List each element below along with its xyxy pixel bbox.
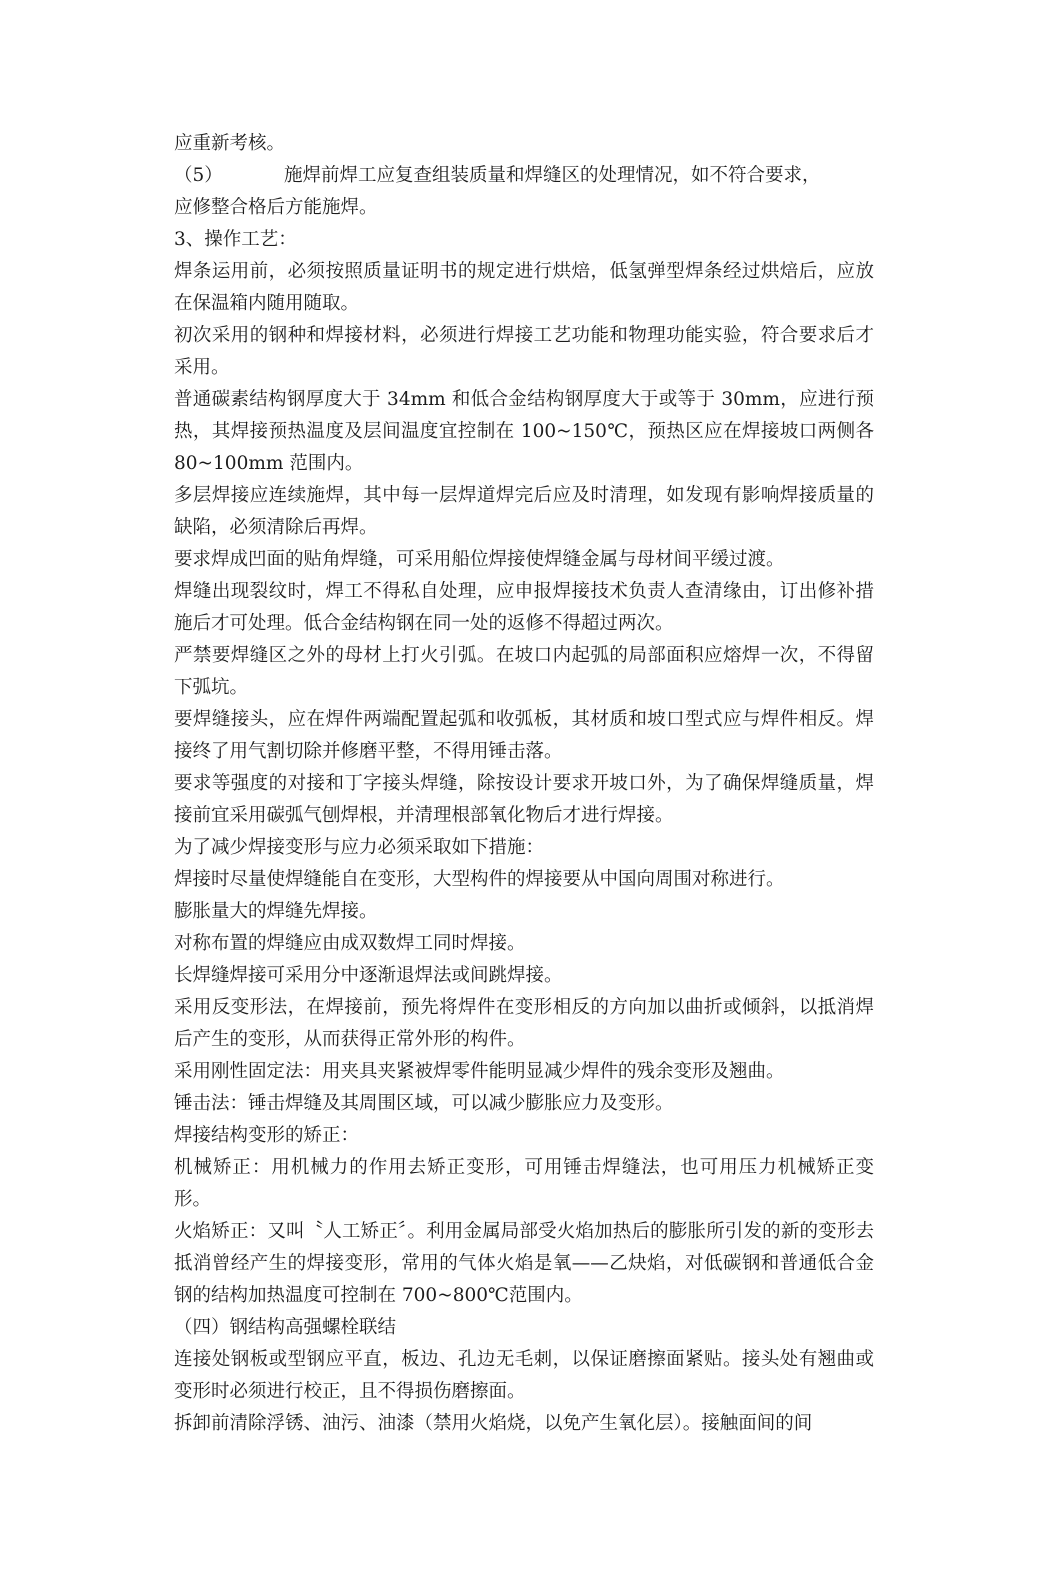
paragraph: 焊缝出现裂纹时，焊工不得私自处理，应申报焊接技术负责人查清缘由，订出修补措施后才可处理。低合金结构钢在同一处的返修不得超过两次。 (174, 581, 874, 634)
paragraph: 普通碳素结构钢厚度大于 34mm 和低合金结构钢厚度大于或等于 30mm，应进行预热，其焊接预热温度及层间温度宜控制在 100~150℃，预热区应在焊接坡口两侧各 80~100mm 范围内。 (174, 389, 874, 474)
paragraph: 长焊缝焊接可采用分中逐渐退焊法或间跳焊接。 (174, 965, 563, 986)
paragraph: 机械矫正：用机械力的作用去矫正变形，可用锤击焊缝法，也可用压力机械矫正变形。 (174, 1157, 874, 1210)
paragraph: 为了减少焊接变形与应力必须采取如下措施： (174, 837, 545, 858)
paragraph: 要焊缝接头，应在焊件两端配置起弧和收弧板，其材质和坡口型式应与焊件相反。焊接终了用气割切除并修磨平整，不得用锤击落。 (174, 709, 874, 762)
paragraph: 严禁要焊缝区之外的母材上打火引弧。在坡口内起弧的局部面积应熔焊一次，不得留下弧坑。 (174, 645, 874, 698)
paragraph: 火焰矫正：又叫〝人工矫正〞。利用金属局部受火焰加热后的膨胀所引发的新的变形去抵消曾经产生的焊接变形，常用的气体火焰是氧——乙炔焰，对低碳钢和普通低合金钢的结构加热温度可控制在 700~800℃范围内。 (174, 1221, 874, 1306)
paragraph: 要求等强度的对接和丁字接头焊缝，除按设计要求开坡口外，为了确保焊缝质量，焊接前宜采用碳弧气刨焊根，并清理根部氧化物后才进行焊接。 (174, 773, 874, 826)
paragraph: 锤击法：锤击焊缝及其周围区域，可以减少膨胀应力及变形。 (174, 1093, 674, 1114)
list-item-text: 施焊前焊工应复查组装质量和焊缝区的处理情况，如不符合要求， (284, 165, 821, 186)
paragraph: 膨胀量大的焊缝先焊接。 (174, 901, 378, 922)
paragraph: 拆卸前清除浮锈、油污、油漆（禁用火焰烧，以免产生氧化层）。接触面间的间 (174, 1413, 813, 1434)
paragraph: 应修整合格后方能施焊。 (174, 197, 378, 218)
paragraph: 多层焊接应连续施焊，其中每一层焊道焊完后应及时清理，如发现有影响焊接质量的缺陷，必须清除后再焊。 (174, 485, 874, 538)
paragraph: 要求焊成凹面的贴角焊缝，可采用船位焊接使焊缝金属与母材间平缓过渡。 (174, 549, 785, 570)
paragraph: 采用反变形法，在焊接前，预先将焊件在变形相反的方向加以曲折或倾斜，以抵消焊后产生的变形，从而获得正常外形的构件。 (174, 997, 874, 1050)
paragraph: 对称布置的焊缝应由成双数焊工同时焊接。 (174, 933, 526, 954)
paragraph: 采用刚性固定法：用夹具夹紧被焊零件能明显减少焊件的残余变形及翘曲。 (174, 1061, 785, 1082)
section-heading: 3、操作工艺： (174, 229, 297, 250)
document-body (174, 128, 874, 1440)
paragraph: 应重新考核。 (174, 133, 286, 154)
paragraph: 焊接时尽量使焊缝能自在变形，大型构件的焊接要从中国向周围对称进行。 (174, 869, 785, 890)
paragraph: 连接处钢板或型钢应平直，板边、孔边无毛刺，以保证磨擦面紧贴。接头处有翘曲或变形时必须进行校正，且不得损伤磨擦面。 (174, 1349, 874, 1402)
section-heading: （四）钢结构高强螺栓联结 (174, 1317, 397, 1338)
paragraph: 焊条运用前，必须按照质量证明书的规定进行烘焙，低氢弹型焊条经过烘焙后，应放在保温箱内随用随取。 (174, 261, 874, 314)
paragraph: 焊接结构变形的矫正： (174, 1125, 360, 1146)
paragraph: 初次采用的钢种和焊接材料，必须进行焊接工艺功能和物理功能实验，符合要求后才采用。 (174, 325, 874, 378)
list-item-number: （5） (174, 165, 223, 186)
list-item-5 (174, 160, 874, 192)
